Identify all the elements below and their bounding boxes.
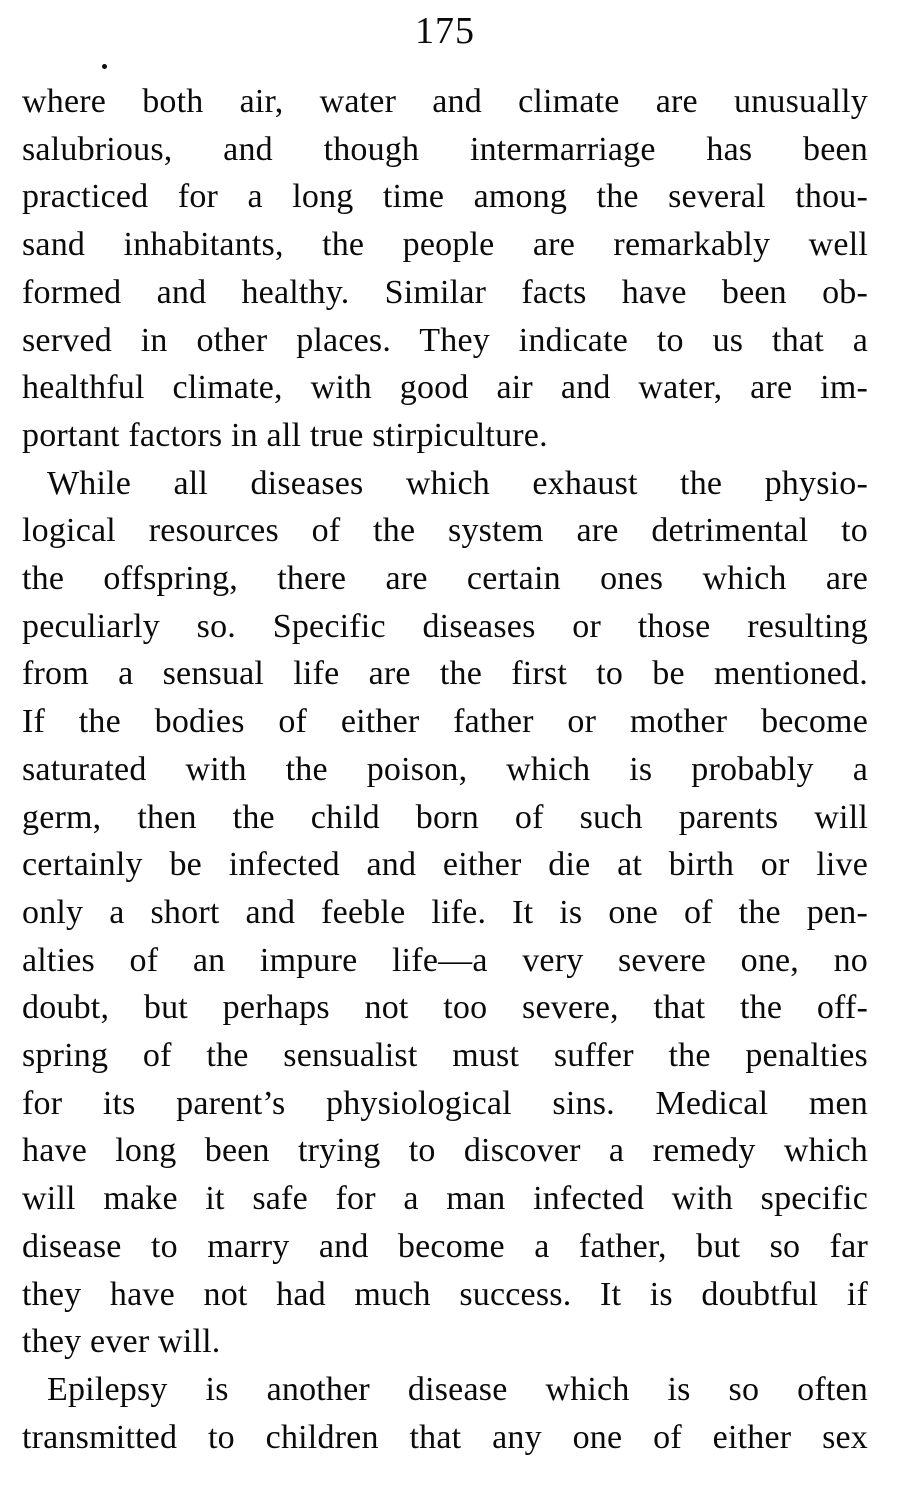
- text-line: have long been trying to discover a remedy which: [22, 1132, 868, 1170]
- text-line: logical resources of the system are detrimental to: [22, 512, 868, 550]
- text-line: they have not had much success. It is doubtful if: [22, 1275, 868, 1313]
- text-line: spring of the sensualist must suffer the penalties: [22, 1037, 868, 1075]
- text-line: saturated with the poison, which is probably a: [22, 750, 868, 788]
- text-line: sand inhabitants, the people are remarkably well: [22, 226, 868, 264]
- text-line: Epilepsy is another disease which is so often: [47, 1370, 868, 1408]
- text-line: If the bodies of either father or mother become: [22, 703, 868, 741]
- text-line: served in other places. They indicate to us that a: [22, 321, 868, 359]
- ink-spot-artifact: [102, 64, 107, 69]
- text-line: alties of an impure life—a very severe one, no: [22, 941, 868, 979]
- text-line: practiced for a long time among the several thou-: [22, 178, 868, 216]
- body-text: [22, 78, 868, 1461]
- text-line: transmitted to children that any one of either sex: [22, 1418, 868, 1456]
- page-number: 175: [415, 10, 475, 52]
- text-line: salubrious, and though intermarriage has been: [22, 130, 868, 168]
- text-line: the offspring, there are certain ones which are: [22, 560, 868, 598]
- text-line: While all diseases which exhaust the physio-: [47, 464, 868, 502]
- text-line: germ, then the child born of such parents will: [22, 798, 868, 836]
- text-line: they ever will.: [22, 1323, 221, 1361]
- text-line: disease to marry and become a father, but so far: [22, 1227, 868, 1265]
- text-line: only a short and feeble life. It is one of the pen-: [22, 893, 868, 931]
- text-line: peculiarly so. Specific diseases or those resulting: [22, 607, 868, 645]
- text-line: doubt, but perhaps not too severe, that the off-: [22, 989, 868, 1027]
- text-line: certainly be infected and either die at birth or live: [22, 846, 868, 884]
- text-line: formed and healthy. Similar facts have been ob-: [22, 273, 868, 311]
- text-line: from a sensual life are the first to be mentioned.: [22, 655, 868, 693]
- text-line: for its parent’s physiological sins. Medical men: [22, 1084, 868, 1122]
- text-line: where both air, water and climate are unusually: [22, 83, 868, 120]
- text-line: portant factors in all true stirpiculture.: [22, 416, 548, 454]
- text-line: healthful climate, with good air and water, are im-: [22, 369, 868, 407]
- text-line: will make it safe for a man infected with specific: [22, 1180, 868, 1218]
